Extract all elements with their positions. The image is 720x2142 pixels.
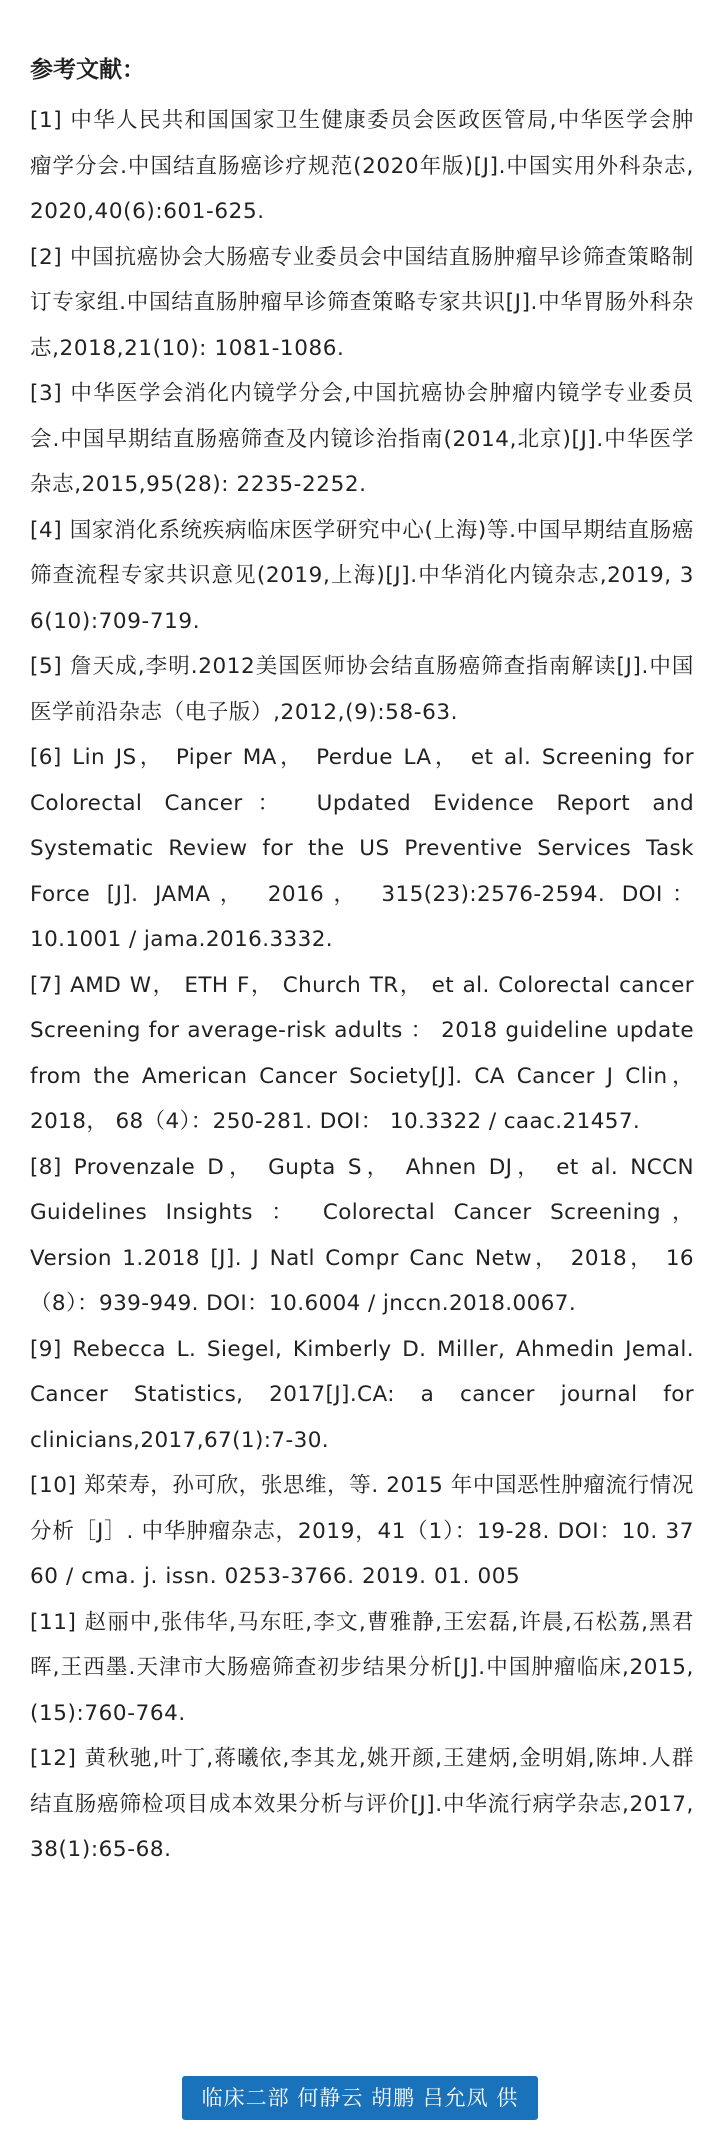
reference-item-1: [1] 中华人民共和国国家卫生健康委员会医政医管局,中华医学会肿瘤学分会.中国结直肠癌诊疗规范(2020年版)[J].中国实用外科杂志,2020,40(6):601-625. [30, 108, 694, 224]
reference-item-3: [3] 中华医学会消化内镜学分会,中国抗癌协会肿瘤内镜学专业委员会.中国早期结直肠癌筛查及内镜诊治指南(2014,北京)[J].中华医学杂志,2015,95(28): 2235-2252. [30, 381, 694, 497]
references-heading: 参考文献： [30, 57, 145, 83]
reference-item-5: [5] 詹天成,李明.2012美国医师协会结直肠癌筛查指南解读[J].中国医学前沿杂志（电子版）,2012,(9):58-63. [30, 654, 694, 725]
credit-badge: 临床二部 何静云 胡鹏 吕允凤 供 [182, 2076, 539, 2120]
reference-item-8: [8] Provenzale D， Gupta S， Ahnen DJ， et al. NCCN Guidelines Insights ： Colorectal Cancer Screening， Version 1.2018 [J]. J Natl Compr Canc Netw， 2018， 16（8）：939-949. DOI：10.6004 / jnccn.2018.0067. [30, 1154, 694, 1316]
reference-item-9: [9] Rebecca L. Siegel, Kimberly D. Miller, Ahmedin Jemal. Cancer Statistics, 2017[J].CA: a cancer journal for clinicians,2017,67(1):7-30. [30, 1336, 694, 1453]
reference-item-4: [4] 国家消化系统疾病临床医学研究中心(上海)等.中国早期结直肠癌筛查流程专家共识意见(2019,上海)[J].中华消化内镜杂志,2019, 36(10):709-719. [30, 517, 694, 634]
reference-item-6: [6] Lin JS， Piper MA， Perdue LA， et al. Screening for Colorectal Cancer： Updated Evidence Report and Systematic Review for the US Preventive Services Task Force [J]. JAMA， 2016， 315(23):2576-2594. DOI： 10.1001 / jama.2016.3332. [30, 745, 694, 952]
reference-list [30, 98, 694, 1873]
reference-item-10: [10] 郑荣寿，孙可欣，张思维，等. 2015 年中国恶性肿瘤流行情况分析［J］. 中华肿瘤杂志，2019，41（1）：19-28. DOI：10. 3760 / cma. j. issn. 0253-3766. 2019. 01. 005 [30, 1473, 694, 1589]
footer [0, 2076, 720, 2120]
reference-item-12: [12] 黄秋驰,叶丁,蒋曦依,李其龙,姚开颜,王建炳,金明娟,陈坤.人群结直肠癌筛检项目成本效果分析与评价[J].中华流行病学杂志,2017,38(1):65-68. [30, 1746, 694, 1862]
reference-item-2: [2] 中国抗癌协会大肠癌专业委员会中国结直肠肿瘤早诊筛查策略制订专家组.中国结直肠肿瘤早诊筛查策略专家共识[J].中华胃肠外科杂志,2018,21(10): 1081-1086. [30, 244, 694, 361]
reference-item-11: [11] 赵丽中,张伟华,马东旺,李文,曹雅静,王宏磊,许晨,石松荔,黑君晖,王西墨.天津市大肠癌筛查初步结果分析[J].中国肿瘤临床,2015,(15):760-764. [30, 1609, 694, 1726]
reference-item-7: [7] AMD W， ETH F， Church TR， et al. Colorectal cancer Screening for average-risk adults ： 2018 guideline update from the American Cancer Society[J]. CA Cancer J Clin， 2018， 68（4）：250-281. DOI： 10.3322 / caac.21457. [30, 972, 694, 1134]
